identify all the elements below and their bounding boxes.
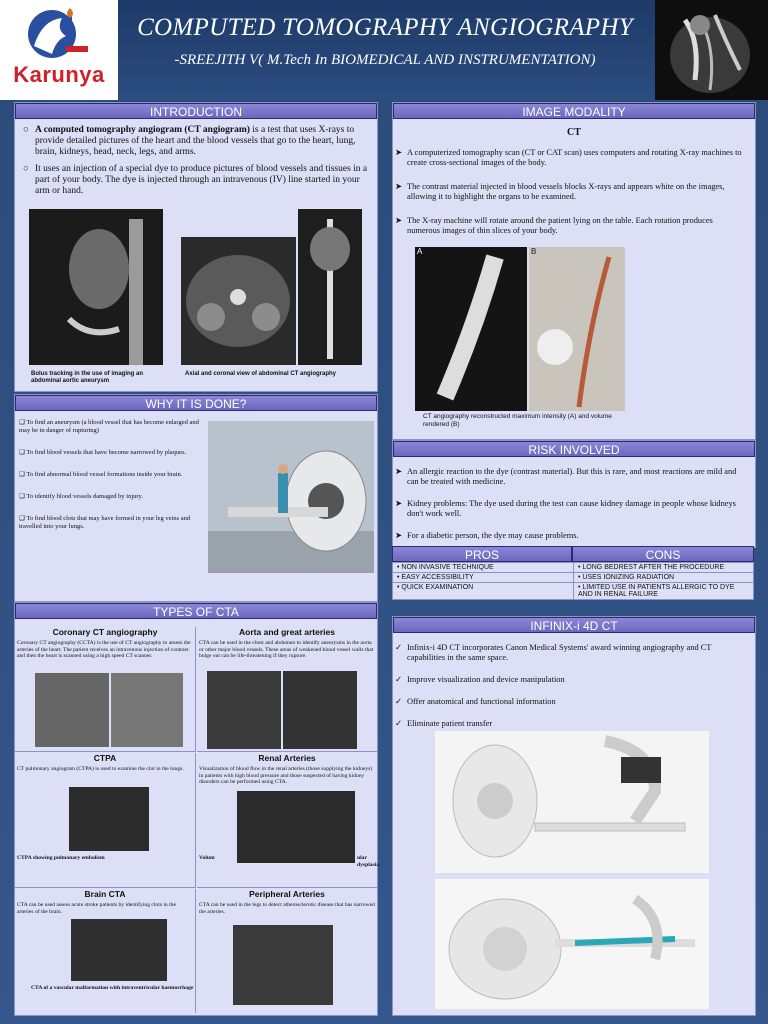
poster-title: COMPUTED TOMOGRAPHY ANGIOGRAPHY bbox=[137, 14, 633, 41]
renal-caption-left: Volum bbox=[199, 855, 215, 861]
why-heading: WHY IT IS DONE? bbox=[15, 395, 377, 411]
pros-item-1: • NON INVASIVE TECHNIQUE bbox=[393, 563, 574, 573]
volume-rendered-image bbox=[529, 247, 625, 411]
aneurysm-sagittal-image bbox=[29, 209, 163, 365]
risk-item-2: ➤ Kidney problems: The dye used during the test can cause kidney damage in people whose kidneys don't work well. bbox=[395, 499, 736, 518]
infinix-item-1: ✓ Infinix-i 4D CT incorporates Canon Medical Systems' award winning angiography and CT capabilities in the same space. bbox=[395, 643, 712, 662]
infinix-panel bbox=[392, 616, 756, 1016]
check-icon: ✓ bbox=[395, 719, 403, 728]
aorta-image-a bbox=[207, 671, 281, 749]
infinix-item-4: ✓ Eliminate patient transfer bbox=[395, 719, 493, 728]
heart-ct-image bbox=[655, 0, 768, 100]
modality-heading: IMAGE MODALITY bbox=[393, 103, 755, 119]
check-icon: ✓ bbox=[395, 697, 403, 706]
peripheral-section bbox=[197, 889, 377, 1013]
ctpa-image bbox=[69, 787, 149, 851]
peripheral-title: Peripheral Arteries bbox=[249, 889, 325, 899]
infinix-system-image-1 bbox=[435, 731, 709, 873]
renal-title: Renal Arteries bbox=[258, 753, 316, 763]
introduction-panel bbox=[14, 102, 378, 392]
infinix-system-image-2 bbox=[435, 879, 709, 1009]
why-item-1: ❑ To find an aneurysm (a blood vessel that has become enlarged and may be in danger of rupturing) bbox=[19, 419, 199, 434]
intro-bold-term: A computed tomography angiogram (CT angiogram) bbox=[35, 125, 250, 135]
arrow-bullet-icon: ➤ bbox=[395, 467, 403, 476]
label-a: A bbox=[417, 247, 423, 256]
circle-bullet-icon: ○ bbox=[23, 164, 29, 174]
brain-section bbox=[15, 889, 196, 1013]
brain-caption: CTA of a vascular malformation with intraventricular haemorrhage bbox=[31, 985, 194, 991]
peripheral-image bbox=[233, 925, 333, 1005]
square-bullet-icon: ❑ bbox=[19, 471, 25, 478]
cons-item-1: • LONG BEDREST AFTER THE PROCEDURE bbox=[574, 563, 754, 573]
aorta-image-b bbox=[283, 671, 357, 749]
ct-scanner-photo bbox=[208, 421, 374, 573]
why-item-3: ❑ To find abnormal blood vessel formations inside your brain. bbox=[19, 471, 183, 478]
cons-item-3: • LIMITED USE IN PATIENTS ALLERGIC TO DYE AND IN RENAL FAILURE bbox=[574, 583, 754, 600]
intro-text-2: It uses an injection of a special dye to produce pictures of blood vessels and tissues in a part of your body. The dye is injected through an intravenous (IV) line started in your arm or hand. bbox=[35, 164, 368, 196]
ctpa-text: CT pulmonary angiogram (CTPA) is used to examine the clot in the lungs. bbox=[17, 766, 184, 772]
aorta-section bbox=[197, 627, 377, 752]
why-item-2: ❑ To find blood vessels that have become narrowed by plaques. bbox=[19, 449, 187, 456]
brain-text: CTA can be used assess acute stroke patients by identifying clots in the arteries of the brain. bbox=[17, 902, 176, 915]
types-heading: TYPES OF CTA bbox=[15, 603, 377, 619]
arrow-bullet-icon: ➤ bbox=[395, 499, 403, 508]
ctpa-caption: CTPA showing pulmonary embolism bbox=[17, 855, 105, 861]
coronary-image-a bbox=[35, 673, 109, 747]
renal-text: Visualization of blood flow in the renal arteries (those supplying the kidneys) in patients with high blood pressure and those suspected of having kidney disorders can be performed using CTA. bbox=[199, 766, 373, 786]
peripheral-text: CTA can be used in the legs to detect atherosclerotic disease that has narrowed the arteries. bbox=[199, 902, 375, 915]
cons-item-2: • USES IONIZING RADIATION bbox=[574, 573, 754, 583]
square-bullet-icon: ❑ bbox=[19, 449, 25, 456]
coronary-text: Coronary CT angiography (CCTA) is the use of CT angiography to assess the arteries of the heart. The patient receives an intravenous injection of contrast and then the heart is scanned using a high speed CT scanner. bbox=[17, 640, 191, 660]
intro-text-1: is a test that uses X-rays to provide detailed pictures of the heart and the blood vessels that go to the heart, lung, brain, kidneys, head, neck, legs, and arms. bbox=[35, 125, 356, 157]
types-panel bbox=[14, 602, 378, 1016]
coronary-image-b bbox=[111, 673, 183, 747]
aorta-title: Aorta and great arteries bbox=[239, 627, 335, 637]
circle-bullet-icon: ○ bbox=[23, 125, 29, 135]
caption-axial-coronal: Axial and coronal view of abdominal CT angiography bbox=[185, 371, 337, 377]
axial-ct-image bbox=[181, 237, 296, 365]
risk-panel bbox=[392, 440, 756, 548]
modality-subheading: CT bbox=[567, 127, 581, 138]
modality-item-3: ➤ The X-ray machine will rotate around the patient lying on the table. Each rotation produces numerous images of thin slices of your body. bbox=[395, 216, 713, 235]
why-item-4: ❑ To identify blood vessels damaged by injury. bbox=[19, 493, 143, 500]
arrow-bullet-icon: ➤ bbox=[395, 182, 403, 191]
risk-heading: RISK INVOLVED bbox=[393, 441, 755, 457]
ctpa-title: CTPA bbox=[93, 753, 117, 763]
modality-panel bbox=[392, 102, 756, 440]
mip-angio-image bbox=[415, 247, 527, 411]
introduction-heading: INTRODUCTION bbox=[15, 103, 377, 119]
risk-item-1: ➤ An allergic reaction to the dye (contrast material). But this is rare, and most reactions are mild and can be treated with medicine. bbox=[395, 467, 737, 486]
pros-item-3: • QUICK EXAMINATION bbox=[393, 583, 574, 600]
renal-image bbox=[237, 791, 355, 863]
pros-item-2: • EASY ACCESSIBILITY bbox=[393, 573, 574, 583]
logo-emblem-icon bbox=[22, 6, 94, 62]
pros-cons-table bbox=[392, 546, 754, 610]
why-panel bbox=[14, 394, 378, 602]
square-bullet-icon: ❑ bbox=[19, 515, 25, 522]
why-item-5: ❑ To find blood clots that may have formed in your leg veins and travelled into your lungs. bbox=[19, 515, 191, 530]
infinix-heading: INFINIX-i 4D CT bbox=[393, 617, 755, 633]
renal-caption-right: ular dysplasia bbox=[357, 855, 380, 868]
label-b: B bbox=[531, 247, 537, 256]
intro-item-1 bbox=[23, 125, 369, 158]
check-icon: ✓ bbox=[395, 643, 403, 652]
caption-aneurysm: Bolus tracking in the use of imaging an abdominal aortic aneurysm bbox=[31, 371, 144, 384]
karunya-logo bbox=[0, 0, 118, 100]
ctpa-section bbox=[15, 753, 196, 888]
modality-item-2: ➤ The contrast material injected in blood vessels blocks X-rays and appears white on the images, allowing it to highlight the organs to be examined. bbox=[395, 182, 725, 201]
brain-image bbox=[71, 919, 167, 981]
arrow-bullet-icon: ➤ bbox=[395, 531, 403, 540]
cons-heading: CONS bbox=[572, 546, 754, 562]
infinix-item-3: ✓ Offer anatomical and functional information bbox=[395, 697, 556, 706]
poster-subtitle: -SREEJITH V( M.Tech In BIOMEDICAL AND INSTRUMENTATION) bbox=[174, 52, 596, 68]
aorta-text: CTA can be used in the chest and abdomen to identify aneurysms in the aorta or other major blood vessels. These areas of weakened blood vessel walls that bulge out can be life-threatening if they rupture. bbox=[199, 640, 374, 660]
modality-item-1: ➤ A computerized tomography scan (CT or CAT scan) uses computers and rotating X-ray machines to create cross-sectional images of the body. bbox=[395, 148, 742, 167]
brand-name: Karunya bbox=[13, 62, 105, 87]
modality-caption: CT angiography reconstructed maximum intensity (A) and volume rendered (B) bbox=[423, 413, 612, 428]
square-bullet-icon: ❑ bbox=[19, 419, 25, 426]
intro-item-2 bbox=[23, 164, 369, 197]
pros-heading: PROS bbox=[392, 546, 572, 562]
brain-title: Brain CTA bbox=[84, 889, 126, 899]
risk-item-3: ➤ For a diabetic person, the dye may cause problems. bbox=[395, 531, 579, 540]
renal-section bbox=[197, 753, 380, 888]
arrow-bullet-icon: ➤ bbox=[395, 148, 403, 157]
coronary-section bbox=[15, 627, 196, 752]
coronal-ct-image bbox=[298, 209, 362, 365]
arrow-bullet-icon: ➤ bbox=[395, 216, 403, 225]
square-bullet-icon: ❑ bbox=[19, 493, 25, 500]
infinix-item-2: ✓ Improve visualization and device manipulation bbox=[395, 675, 565, 684]
coronary-title: Coronary CT angiography bbox=[52, 627, 158, 637]
check-icon: ✓ bbox=[395, 675, 403, 684]
